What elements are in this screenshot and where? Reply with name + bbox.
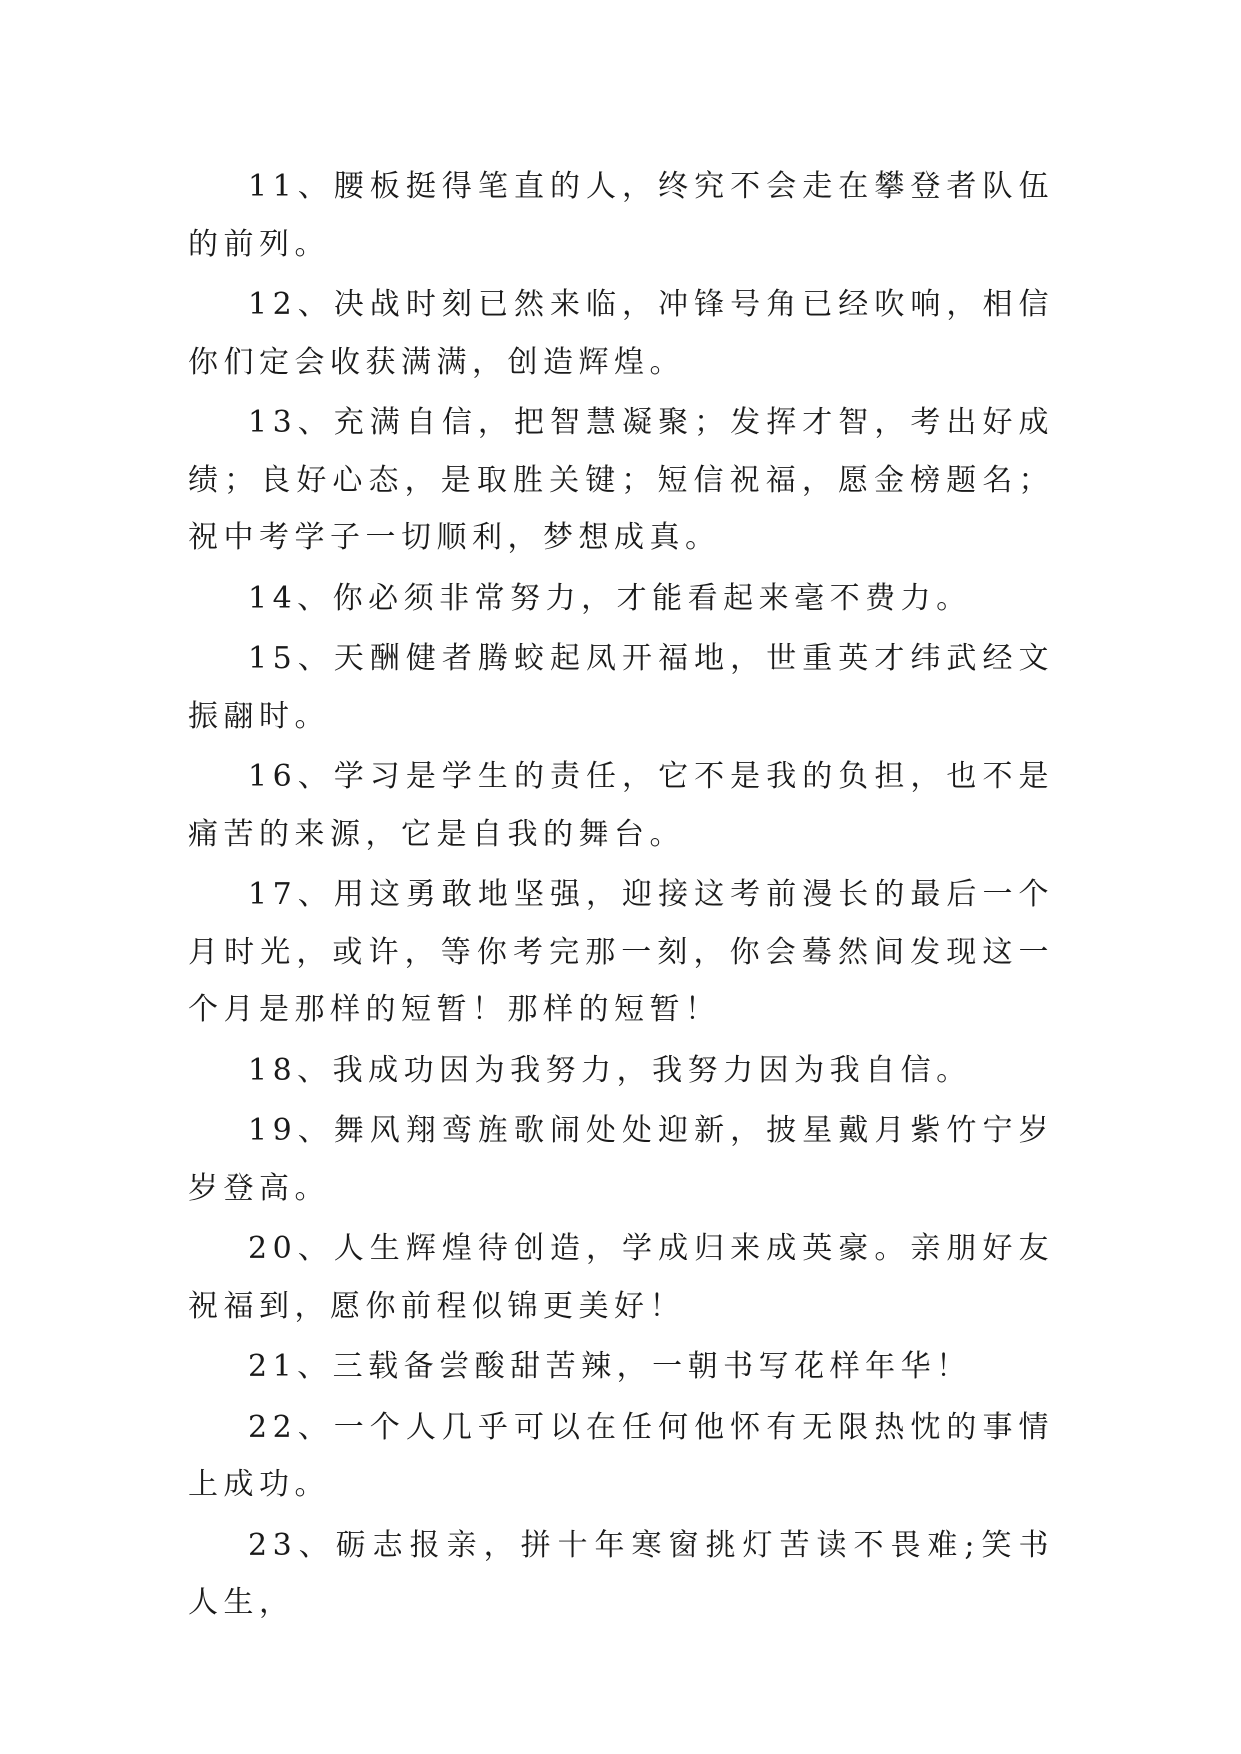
paragraph-14: 14、你必须非常努力，才能看起来毫不费力。 [248, 580, 972, 616]
paragraph-18: 18、我成功因为我努力，我努力因为我自信。 [248, 1052, 972, 1088]
paragraph-22: 22、一个人几乎可以在任何他怀有无限热忱的事情上成功。 [188, 1409, 1054, 1502]
paragraph-19: 19、舞风翔鸾旌歌闹处处迎新，披星戴月紫竹宁岁岁登高。 [188, 1113, 1054, 1206]
document-body [188, 158, 1054, 1635]
paragraph-15: 15、天酬健者腾蛟起凤开福地，世重英才纬武经文振翮时。 [188, 641, 1054, 734]
paragraph-16: 16、学习是学生的责任，它不是我的负担，也不是痛苦的来源，它是自我的舞台。 [188, 759, 1054, 852]
paragraph-23: 23、砺志报亲，拼十年寒窗挑灯苦读不畏难;笑书人生， [188, 1527, 1054, 1620]
paragraph-12: 12、决战时刻已然来临，冲锋号角已经吹响，相信你们定会收获满满，创造辉煌。 [188, 287, 1054, 380]
paragraph-17: 17、用这勇敢地坚强，迎接这考前漫长的最后一个月时光，或许，等你考完那一刻，你会蓦然间发现这一个月是那样的短暂！那样的短暂！ [188, 877, 1054, 1027]
paragraph-11: 11、腰板挺得笔直的人，终究不会走在攀登者队伍的前列。 [188, 169, 1054, 262]
paragraph-13: 13、充满自信，把智慧凝聚；发挥才智，考出好成绩；良好心态，是取胜关键；短信祝福，愿金榜题名；祝中考学子一切顺利，梦想成真。 [188, 405, 1054, 555]
paragraph-20: 20、人生辉煌待创造，学成归来成英豪。亲朋好友祝福到，愿你前程似锦更美好！ [188, 1231, 1054, 1324]
paragraph-21: 21、三载备尝酸甜苦辣，一朝书写花样年华！ [248, 1349, 972, 1384]
